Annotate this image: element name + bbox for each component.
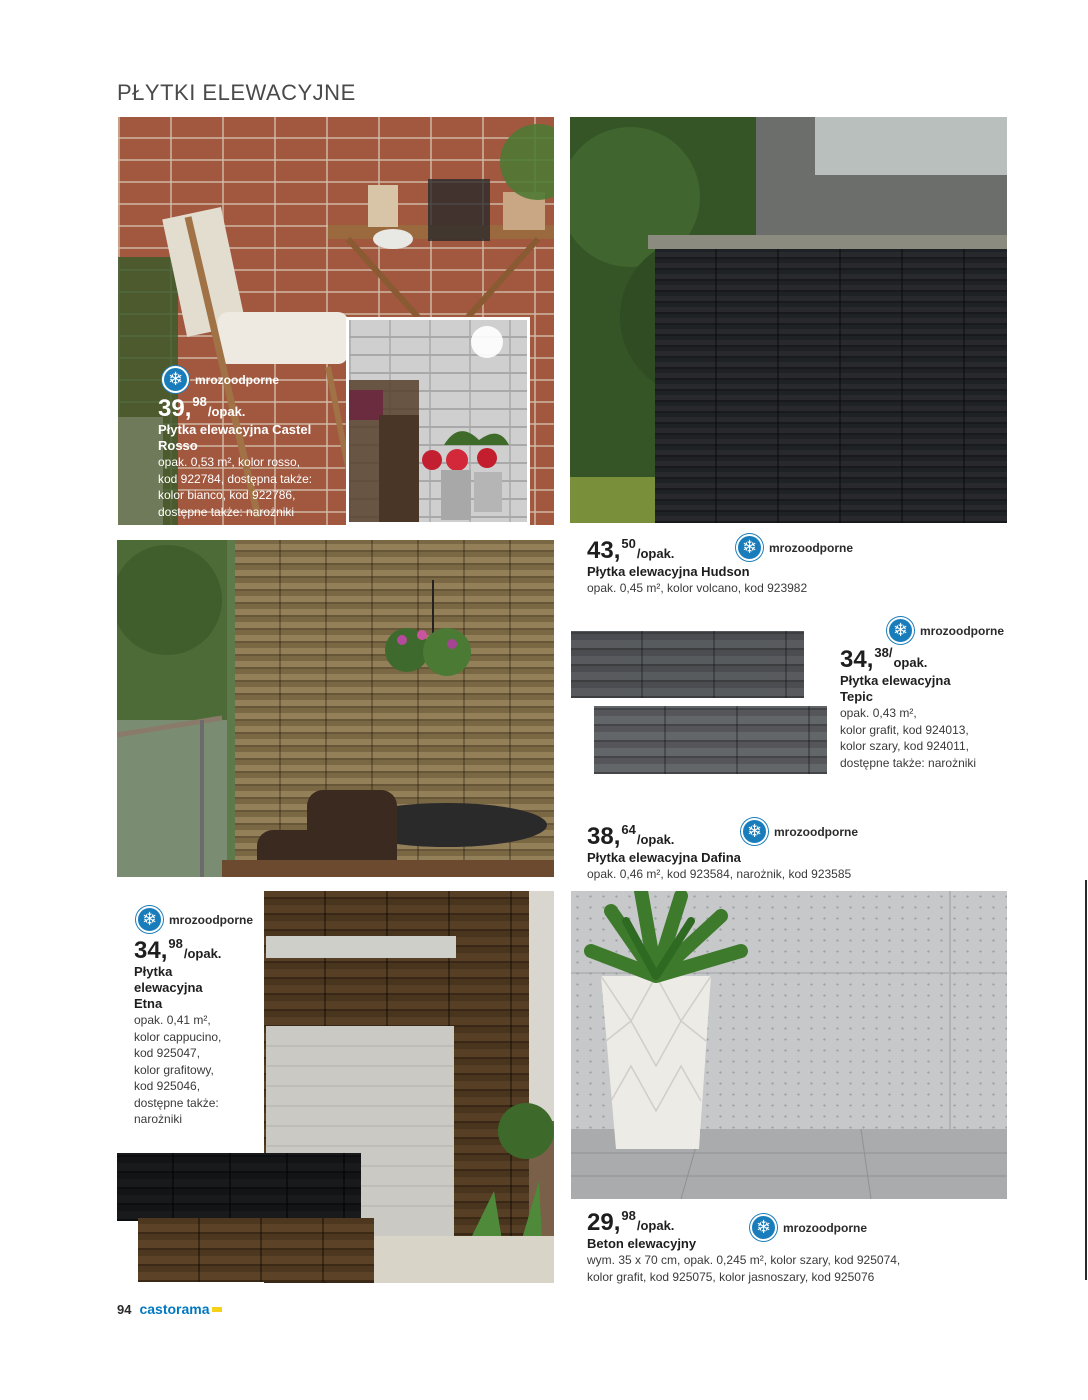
castorama-logo [139,1301,221,1317]
desc-line: kod 922784, dostępna także: [158,471,313,486]
etna-desc [134,1012,259,1128]
price-unit: /opak. [636,546,675,561]
tepic-frost-badge [887,617,1004,644]
price-decimal: 98 [168,936,183,951]
etna-frost-badge [136,906,253,933]
beton-photo [571,891,1007,1199]
desc-line: wym. 35 x 70 cm, opak. 0,245 m², kolor szary, kod 925074, [587,1253,901,1267]
tepic-offer [840,647,1020,771]
price-decimal: 98 [192,394,207,409]
price-integer: 29, [587,1209,621,1236]
logo-accent-bar [212,1307,222,1312]
castel-frost-badge [162,366,279,393]
price-decimal: 50 [621,536,636,551]
page-edge-line [1085,880,1087,1280]
frost-label: mrozoodporne [774,824,858,839]
desc-line: dostępne także: narożniki [840,755,977,770]
desc-line: opak. 0,43 m², [840,706,917,720]
dafina-photo [117,540,554,877]
beton-desc [587,1252,927,1285]
frost-label: mrozoodporne [769,540,853,555]
desc-line: kod 925047, [134,1046,201,1060]
castel-bianco-inset-photo [346,317,530,525]
desc-line: opak. 0,53 m², kolor rosso, [158,455,301,469]
desc-line: opak. 0,41 m², [134,1013,211,1027]
dafina-frost-badge [741,818,858,845]
page-footer [117,1301,222,1317]
desc-line: dostępne także: narożniki [158,504,295,519]
beton-frost-badge [750,1214,867,1241]
castel-price [158,396,338,422]
etna-name: Płytka elewacyjna Etna [134,964,203,1011]
snowflake-icon: ❄ [736,534,763,561]
hudson-desc [587,580,887,597]
desc-line: kolor szary, kod 924011, [840,739,969,753]
dafina-name: Płytka elewacyjna Dafina [587,850,741,865]
desc-line: kolor bianco, kod 922786, [158,488,296,502]
price-integer: 39, [158,395,192,422]
frost-label: mrozoodporne [920,623,1004,638]
hudson-wall-texture [655,249,1007,523]
castel-desc [158,454,338,520]
price-unit: /opak. [207,404,246,419]
tepic-name: Płytka elewacyjna Tepic [840,673,951,704]
price-decimal: 38/ [874,645,893,660]
tepic-tile-grey-sample [571,631,804,698]
etna-offer [134,938,259,1128]
frost-label: mrozoodporne [783,1220,867,1235]
desc-line: kolor cappucino, [134,1029,222,1044]
page-title: PŁYTKI ELEWACYJNE [117,80,356,105]
desc-line: kolor grafit, kod 925075, kolor jasnoszary, kod 925076 [587,1269,875,1284]
price-unit: opak. [893,655,928,670]
dafina-desc [587,866,887,883]
etna-tile-cappucino-sample [138,1218,374,1282]
snowflake-icon: ❄ [162,366,189,393]
price-integer: 34, [134,937,168,964]
page-number: 94 [117,1301,132,1317]
desc-line: kolor grafit, kod 924013, [840,722,969,737]
price-integer: 38, [587,823,621,850]
etna-price [134,938,259,964]
price-integer: 43, [587,537,621,564]
desc-line: opak. 0,45 m², kolor volcano, kod 923982 [587,581,808,595]
beton-name: Beton elewacyjny [587,1236,697,1251]
frost-label: mrozoodporne [195,372,279,387]
etna-tile-graphite-sample [117,1153,361,1221]
tepic-desc [840,705,1020,771]
price-unit: /opak. [636,832,675,847]
tepic-price [840,647,1020,673]
hudson-name: Płytka elewacyjna Hudson [587,564,750,579]
brand-name: castorama [139,1301,210,1317]
hudson-frost-badge [736,534,853,561]
hudson-photo [570,117,1007,523]
price-decimal: 64 [621,822,636,837]
desc-line: narożniki [134,1112,183,1126]
price-decimal: 98 [621,1208,636,1223]
price-unit: /opak. [183,946,222,961]
castel-offer [158,396,338,520]
snowflake-icon: ❄ [887,617,914,644]
tepic-tile-light-sample [594,706,827,774]
snowflake-icon: ❄ [136,906,163,933]
frost-label: mrozoodporne [169,912,253,927]
snowflake-icon: ❄ [750,1214,777,1241]
price-unit: /opak. [636,1218,675,1233]
castel-name: Płytka elewacyjna Castel Rosso [158,422,312,453]
desc-line: kod 925046, [134,1079,201,1093]
desc-line: dostępne także: [134,1095,219,1110]
snowflake-icon: ❄ [741,818,768,845]
desc-line: opak. 0,46 m², kod 923584, narożnik, kod 923585 [587,867,852,881]
desc-line: kolor grafitowy, [134,1062,214,1077]
price-integer: 34, [840,646,874,673]
